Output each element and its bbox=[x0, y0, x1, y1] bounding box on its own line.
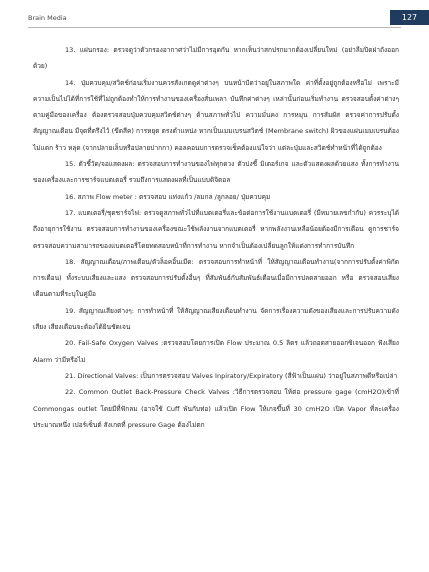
paragraph-item-13: 13. แผ่นกรอง: ตรวจดูว่าตัวกรองอากาศว่าไม่มีการอุดกัน หากเห็นว่าสกปรกมากต้องเปลี่ยนใหม่ (อย่าลืมปิดฝาถังออกด้วย) bbox=[33, 46, 399, 71]
document-body bbox=[33, 42, 399, 433]
page-header bbox=[0, 0, 429, 30]
running-header-brand: Brain Media bbox=[28, 14, 67, 22]
paragraph-item-22: 22. Common Outlet Back-Pressure Check Valves :วิธีการตรวจสอบ ให้ต่อ pressure gage (cmH2O)เข้าที่ Commongas outlet โดยมีที่ฟักลม (อาจใช้ Cuff พันกับท่อ) แล้วเปิด Flow ให้เกจขึ้นที่ 30 cmH2O เปิด Vapor ที่ละเครื่องประมาณหนึ่ง เปอร์เซ็นต์ สังเกตที่ pressure Gage ต้องไม่ตก bbox=[33, 388, 399, 429]
paragraph-item-17: 17. แบตเตอรี่/ชุดชาร์จไฟ: ตรวจดูสภาพทั่วไปที่แบตเตอรี่และข้อต่อการใช้งานแบตเตอรี่ (มีหมายเลขกำกับ) ควรระบุได้ถึงอายุการใช้งาน ตรวจสอบการทำงานของเครื่องขณะใช้พลังงานจากแบตเตอรี่ หากพลังงานเหลือน้อยต้องมีการเตือน ดูการชาร์จ ตรวจสอบความสามารถของแบตเตอรี่โดยทดสอบหน้าที่การทำงาน หากจำเป็นต้องเปลี่ยนลูกให้แต่งการทำการบันทึก bbox=[33, 208, 399, 250]
paragraph-item-20: 20. Fail-Safe Oxygen Valves :ตรวจสอบโดยการเปิด Flow ประมาณ 0.5 ลิตร แล้วถอดสายออกซิเจนออก ฟังเสียง Alarm ว่ามีหรือไม่ bbox=[33, 339, 399, 364]
paragraph-item-19: 19. สัญญาณเสียงต่างๆ: การทำหน้าที่ ให้สัญญาณเสียงเตือนทำงาน จัดการเรื่องความดังของเสียงและการปรับความดังเสียง เสียงเตือนจะต้องได้ยินชัดเจน bbox=[33, 306, 399, 332]
header-divider bbox=[28, 27, 401, 28]
paragraph-item-14: 14. ปุ่มควบคุม/สวิตช์ก่อนเริ่มงานควรสังเกตดูค่าต่างๆ บนหน้าปัดว่าอยู่ในสภาพใด ค่าที่ตั้งอยู่ถูกต้องหรือไม่ เพราะมีความเป็นไปได้ที่การใช้ที่ไม่ถูกต้องทำให้การทำงานของเครื่องสั่นเพลา บันทึกค่าต่างๆ เหล่านั้นก่อนเริ่มทำงาน ตรวจสอบตั้งค่าต่างๆ ตามคู่มือของเครื่อง ต้องตรวจสอบปุ่มควบคุมสวิตช์ต่างๆ ด้านสภาพทั่วไป ความมั่นคง การหมุน การสัมผัส ตรวจค่าการปรับตั้งสัญญาณเตือน มีจุดที่ตรึงไว้ (ขีดสีค) การหยุด ตรงตำแหน่ง หากเป็นเมมเบรนสวิตช์ (Membrane switch) ผิวของแผ่นเมมเบรนต้องไม่แตก ร้าว หลุด (จากปลายเล็บหรือปลายปากกา) คอลคอนบการตรวจเช็คต้องแน่ใจว่า แต่ละปุ่มและสวิตช์ทำหน้าที่ได้ถูกต้อง bbox=[33, 78, 399, 152]
paragraph-item-16: 16. สภาพ Flow meter : ตรวจสอบ แท่งแก้ว /ลมกล /ลูกลอย/ ปุ่มควบคุม bbox=[65, 192, 271, 201]
paragraph-item-15: 15. ตัวชี้วัด/จอแสดงผล: ตรวจสอบการทำงานของไฟทุกดวง ตัวบ่งชี้ มิเตอร์เกจ และตัวแสดงผลด้วยแสง ทั้งการทำงานของเครื่องและการชาร์จแบตเตอรี่ รวมถึงการแสดงผลที่เป็นแบบดิจิตอล bbox=[33, 160, 399, 185]
paragraph-item-18: 18. สัญญาณเตือน/ภาพเตือน/ตัวล็อคอิ้นเมีด: ตรวจสอบการทำหน้าที่ ให้สัญญาณเตือนทำงาน(จากการปรับตั้งค่าพิกัดการเตือน) ทั้งระบบเสียงและแสง ตรวจสอบการปรับตั้งอื่นๆ ที่สัมพันธ์กับสัมพันธ์เตือนเมื่อมีการปลดสายออก หรือ ตรวจสอบเสียงเตือนตามที่ระบุในคู่มือ bbox=[33, 257, 399, 299]
paragraph-item-21: 21. Directional Valves: เป็นการตรวจสอบ Valves Inpiratory/Expiratory (สีฟ้าเป็นแผ่น) ว่าอยู่ในสภาพดีหรือเปล่า bbox=[65, 371, 398, 380]
page-number-badge: 127 bbox=[390, 10, 429, 25]
